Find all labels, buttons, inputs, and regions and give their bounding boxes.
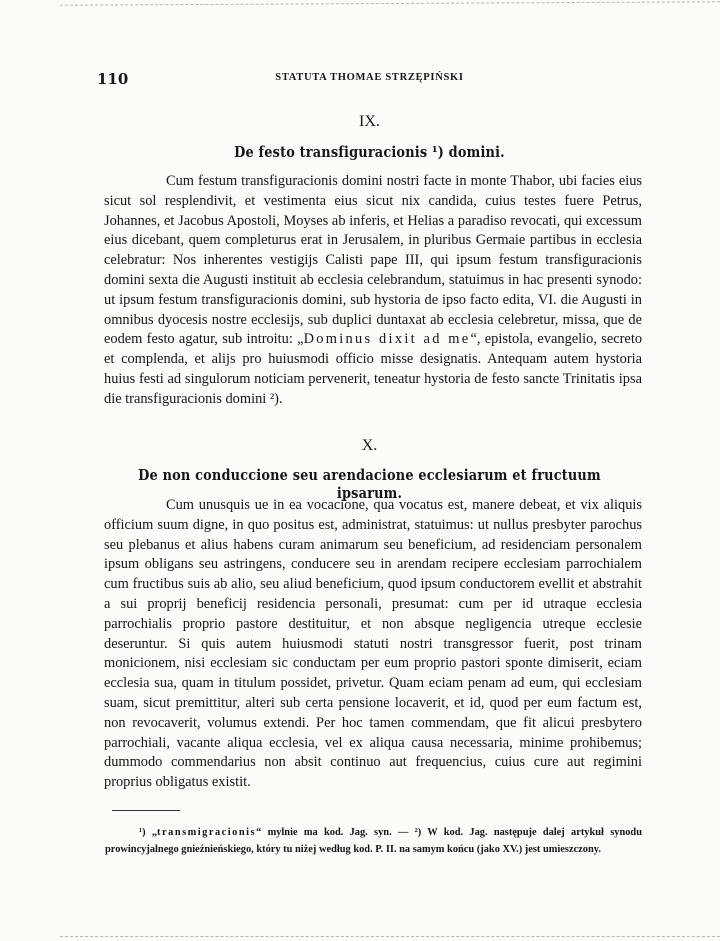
running-head: STATUTA THOMAE STRZĘPIŃSKI (275, 72, 464, 83)
section-paragraph-x: Cum unusquis ue in ea vocacione, qua vocatus est, manere debeat, et vix aliquis officium suum digne, in quo positus est, administrat, statuimus: ut nullus presbyter parochus seu plebanus et alius habens curam animarum seu beneficium, ad residenciam personalem ipsum obligans seu astringens, conducere seu in arendam recipere ecclesiam parrochialem cum fructibus suis ab alio, seu aliud beneficium, quod ipsum conductorem evellit et abstrahit a sui proprij beneficij residencia personali, presumat: cum per id utraque ecclesia parrochialis proprio pastore destituitur, et non absque negligencia utreque ecclesie deseruntur. Si quis autem huiusmodi statuti nostri transgressor fuerit, post trinam monicionem, nisi ecclesiam sic conductam per eum proprio pastori sponte dimiserit, eciam ecclesia sua, quam in titulum possidet, privetur. Quam eciam penam ad eum, qui ecclesiam suam, sicut premittitur, alteri sub certa pensione locaverit, et id, quod per eum factum est, non revocaverit, volumus extendi. Per hoc tamen commendam, que fit alicui presbytero parrochiali, vacante aliqua ecclesia, vel ex aliqua causa necessaria, minime prohibemus; dummodo commendarius non absit continuo aut frequencius, cuius cure aut regimini proprius obligatus existit. (104, 497, 642, 791)
page-number: 110 (97, 70, 129, 88)
page-top-edge (60, 1, 720, 6)
section-number-ix: IX. (359, 113, 380, 130)
footnotes (105, 824, 642, 858)
paragraph-text: Cum festum transfiguracionis domini nostri facte in monte Thabor, ubi facies eius sicut sol resplendivit, et vestimenta eius sicut nix candida, cuius testes fuere Petrus, Johannes, et Jacobus Apostoli, Moyses ab inferis, et Helias a paradiso revocati, qui excessum eius dicebant, quem completurus erat in Jerusalem, in pluribus Germaie partibus in ecclesia celebratur: Nos inherentes vestigijs Calisti pape III, qui ipsum festum transfiguracionis domini sexta die Augusti instituit ab ecclesia celebrandum, statuimus in hac presenti synodo: ut ipsum festum transfiguracionis domini, sub hystoria de ipso facto edita, VI. die Augusti in omnibus dyocesis nostre ecclesijs, sub duplici duntaxat ab ecclesia celebretur, missa, que de eodem festo agatur, sub introitu: „ (104, 173, 642, 348)
footnote-text: “ mylnie ma kod. Jag. syn. — ²) W kod. Jag. następuje dalej artykuł synodu prowincyjalnego gnieźnieńskiego, który tu niżej według kod. P. II. na samym końcu (jako XV.) jest umieszczony. (105, 827, 642, 855)
footnote-spaced-word: transmigracionis (157, 827, 257, 838)
page-header (97, 70, 642, 90)
section-paragraph-ix (104, 172, 642, 410)
section-title-ix: De festo transfiguracionis ¹) domini. (234, 143, 505, 161)
page-bottom-edge (60, 936, 720, 938)
footnote-marker: ¹) „ (139, 827, 158, 838)
section-title-x: De non conduccione seu arendacione ecclesiarum et fructuum ipsarum. (138, 466, 601, 502)
section-number-x: X. (361, 437, 378, 454)
spaced-quotation: Dominus dixit ad me (303, 331, 471, 348)
paragraph-text-continued: “, epistola, evangelio, secreto et complenda, et alijs pro huiusmodi officio misse designatis. Antequam autem hystoria huius festi ad singulorum noticiam pervenerit, teneatur hystoria de festo sancte Trinitatis ipsa die transfiguracionis domini ²). (104, 331, 643, 407)
footnote-divider (112, 810, 180, 811)
